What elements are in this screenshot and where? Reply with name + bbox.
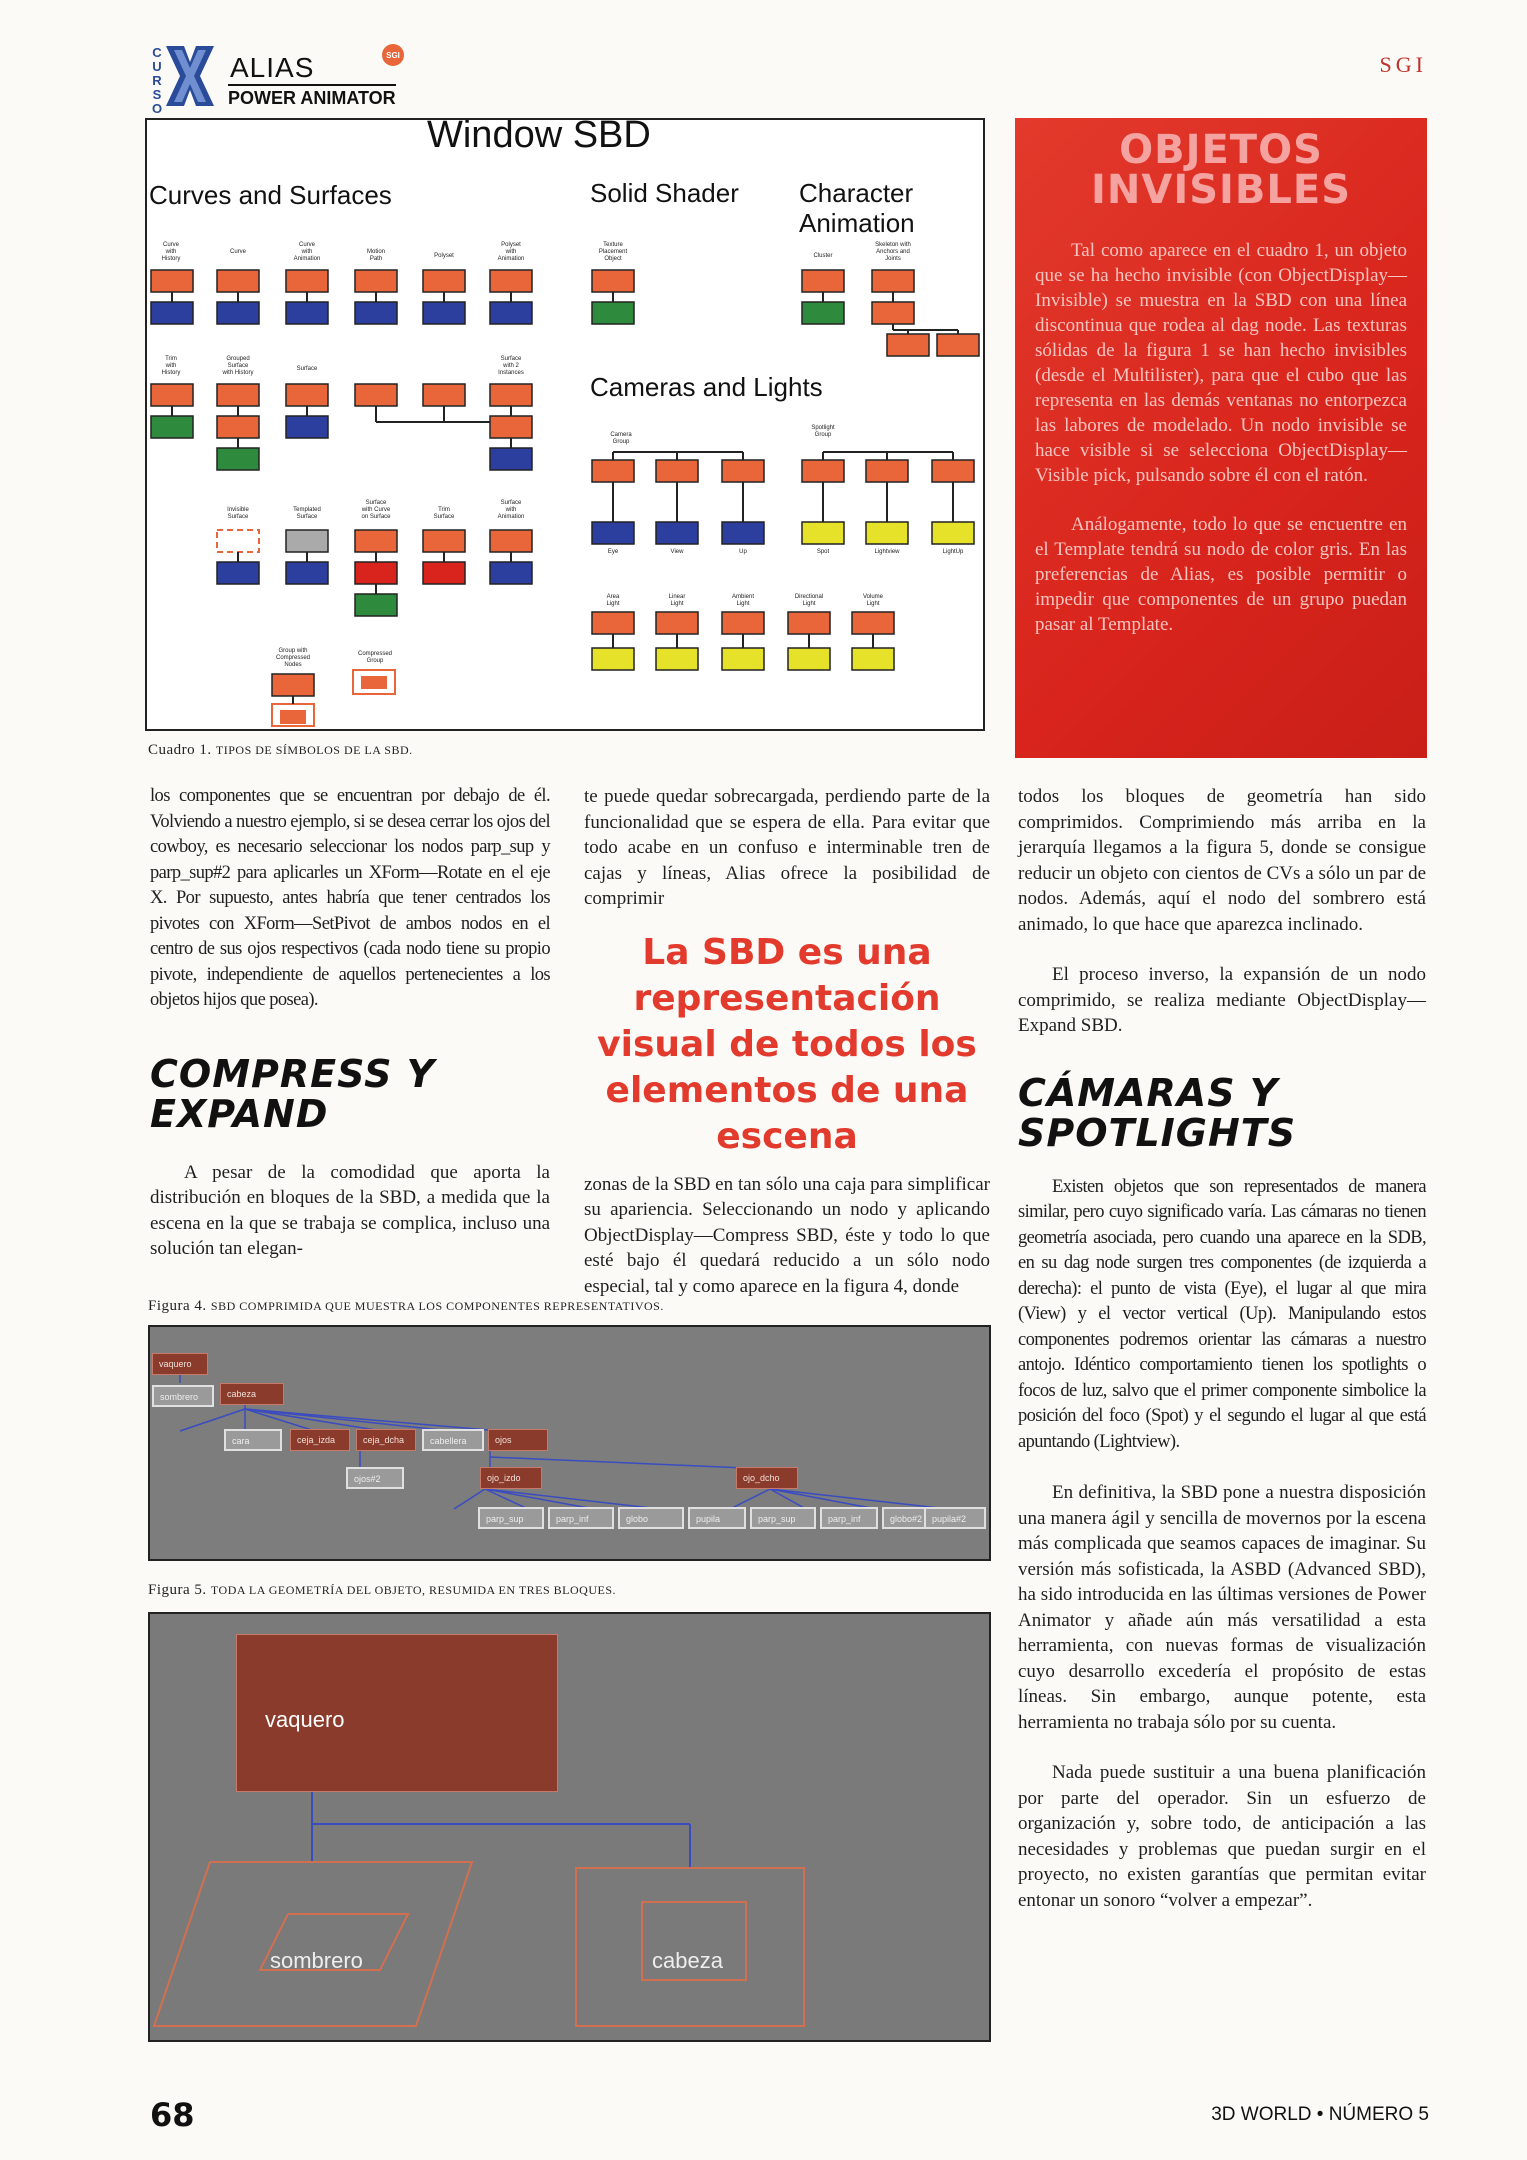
sbd-node: parp_sup [750, 1507, 816, 1529]
svg-text:Lightview: Lightview [874, 549, 900, 555]
sbd-node: pupila [688, 1507, 746, 1529]
figure-4-caption [148, 1298, 664, 1315]
sbd-node: sombrero [152, 1385, 214, 1407]
sbd-node: pupila#2 [924, 1507, 986, 1529]
svg-text:Surface: Surface [227, 363, 249, 369]
vaquero-label: vaquero [265, 1707, 345, 1732]
body-paragraph: zonas de la SBD en tan sólo una caja para simplificar su apariencia. Seleccionando un nodo y aplicando ObjectDisplay—Compress SBD, éste y todo lo que esté bajo él quedará reducido a un sólo nodo especial, tal y como aparece en la figura 4, donde [584, 1173, 990, 1297]
svg-text:Volume: Volume [862, 594, 884, 600]
svg-text:with: with [165, 249, 177, 255]
svg-text:Joints: Joints [885, 256, 901, 262]
body-paragraph: los componentes que se encuentran por debajo de él. Volviendo a nuestro ejemplo, si se desea cerrar los ojos del cowboy, es necesario seleccionar los nodos parp_sup y parp_sup#2 para aplicarles un XForm—Rotate en el eje X. Por supuesto, antes habría que tener centrados los pivotes con XForm—SetPivot de ambos nodos en el centro de sus ojos respectivos (cada nodo tiene su propio pivote, independiente de aquellos pertenecientes a los objetos hijos que posea). [150, 786, 550, 1010]
svg-text:Surface: Surface [227, 514, 249, 520]
svg-text:History: History [161, 256, 181, 262]
logo-curso-letter: R [152, 73, 162, 88]
figure-4-compressed-sbd [148, 1325, 991, 1561]
sbd-node: globo [618, 1507, 684, 1529]
logo-curso-letter: U [152, 59, 162, 74]
svg-text:Cluster: Cluster [813, 253, 833, 259]
svg-text:Curve: Curve [162, 242, 180, 248]
sidebar-title [1035, 127, 1407, 213]
text-column-2 [584, 784, 990, 1299]
svg-text:Animation: Animation [293, 256, 321, 262]
page-number: 68 [150, 2096, 195, 2134]
figure-1-caption [148, 742, 413, 759]
svg-text:Group: Group [366, 658, 384, 664]
section-curves-surfaces: Curves and Surfaces [149, 180, 392, 210]
heading-line: EXPAND [150, 1091, 329, 1136]
sbd-node: ojo_dcho [736, 1467, 798, 1489]
body-paragraph: El proceso inverso, la expansión de un nodo comprimido, se realiza mediante ObjectDisplay—Expand SBD. [1018, 964, 1426, 1036]
pull-quote: La SBD es una representación visual de todos los elementos de una escena [597, 931, 977, 1157]
section-cameras-lights: Cameras and Lights [590, 372, 823, 402]
caption-prefix: Cuadro 1. [148, 742, 212, 758]
svg-text:Path: Path [369, 256, 383, 262]
caption-text: SBD COMPRIMIDA QUE MUESTRA LOS COMPONENTES REPRESENTATIVOS. [210, 1299, 664, 1313]
svg-text:on Surface: on Surface [361, 514, 391, 520]
caption-text: TODA LA GEOMETRÍA DEL OBJETO, RESUMIDA EN TRES BLOQUES. [210, 1583, 616, 1597]
svg-text:Surface: Surface [296, 514, 318, 520]
svg-text:with: with [301, 249, 313, 255]
svg-text:Curve: Curve [229, 249, 247, 255]
body-paragraph: En definitiva, la SBD pone a nuestra disposición una manera ágil y sencilla de movernos por la escena más complicada que seamos capaces de imaginar. Su versión más sofisticada, la ASBD (Advanced SBD), ha sido introducida en las últimas versiones de Power Animator y añade aún más versatilidad a esta herramienta, con nuevas formas de visualización cuyo desarrollo excedería el propósito de estas líneas. Sin embargo, aunque potente, esta herramienta no trabaja sólo por su cuenta. [1018, 1482, 1426, 1733]
svg-text:Group: Group [612, 439, 630, 445]
section-character-animation: Character Animation [799, 178, 915, 238]
heading-line: SPOTLIGHTS [1018, 1110, 1297, 1155]
svg-text:with 2: with 2 [503, 363, 519, 369]
svg-text:Texture: Texture [603, 242, 623, 248]
svg-text:Camera: Camera [610, 432, 632, 438]
body-paragraph: te puede quedar sobrecargada, perdiendo parte de la funcionalidad que se espera de ella. Para evitar que todo acabe en un confuso e interminable tren de cajas y líneas, Alias ofrece la posibilidad de comprimir [584, 786, 990, 909]
svg-text:Animation: Animation [497, 514, 525, 520]
sbd-node: cabeza [220, 1383, 284, 1405]
logo-curso-letter: S [152, 87, 162, 102]
svg-text:Trim: Trim [438, 507, 450, 513]
sidebar-objetos-invisibles [1015, 118, 1427, 758]
svg-text:Light: Light [670, 601, 684, 607]
cabeza-label: cabeza [652, 1948, 723, 1973]
svg-text:Polyset: Polyset [501, 242, 521, 248]
figure-1-window-sbd [145, 118, 985, 731]
svg-text:Linear: Linear [668, 594, 686, 600]
svg-text:with: with [505, 249, 517, 255]
svg-text:Surface: Surface [500, 356, 522, 362]
sbd-node: globo#2 [882, 1507, 944, 1529]
figure-5-caption [148, 1582, 616, 1599]
svg-text:with: with [505, 507, 517, 513]
svg-text:Light: Light [802, 601, 816, 607]
sbd-node: ojo_izdo [480, 1467, 542, 1489]
svg-text:Instances: Instances [498, 370, 524, 376]
sidebar-paragraph: Análogamente, todo lo que se encuentre en el Template tendrá su nodo de color gris. En las preferencias de Alias, es posible permitir o impedir que componentes de un grupo puedan pasar al Template. [1035, 514, 1407, 635]
svg-text:Spot: Spot [816, 549, 830, 555]
sidebar-title-line: INVISIBLES [1091, 167, 1351, 213]
text-column-1 [150, 784, 550, 1262]
logo-sgi-badge: SGI [382, 44, 404, 66]
svg-text:with: with [165, 363, 177, 369]
svg-text:LightUp: LightUp [942, 549, 964, 555]
section-solid-shader: Solid Shader [590, 178, 739, 208]
svg-text:Surface: Surface [296, 366, 318, 372]
svg-text:Motion: Motion [366, 249, 386, 255]
body-paragraph: todos los bloques de geometría han sido comprimidos. Comprimiendo más arriba en la jerarquía llegamos a la figura 5, donde se consigue reducir un objeto con cientos de CVs a sólo un par de nodos. Además, aquí el nodo del sombrero está animado, lo que hace que aparezca inclinado. [1018, 786, 1426, 935]
sbd-node: parp_sup [478, 1507, 544, 1529]
svg-text:Light: Light [736, 601, 750, 607]
sombrero-label: sombrero [270, 1948, 363, 1973]
svg-text:Templated: Templated [293, 507, 321, 513]
caption-text: TIPOS DE SÍMBOLOS DE LA SBD. [215, 743, 413, 757]
svg-text:Light: Light [866, 601, 880, 607]
sbd-node: parp_inf [820, 1507, 878, 1529]
svg-text:Eye: Eye [607, 549, 619, 555]
sbd-node: ojos [488, 1429, 548, 1451]
svg-text:Compressed: Compressed [357, 651, 393, 657]
svg-text:Polyset: Polyset [434, 253, 454, 259]
caption-prefix: Figura 4. [148, 1298, 207, 1314]
svg-text:Trim: Trim [165, 356, 177, 362]
sidebar-title-line: OBJETOS [1119, 127, 1323, 173]
svg-text:Ambient: Ambient [731, 594, 755, 600]
svg-text:Placement: Placement [598, 249, 628, 255]
section-heading-camaras-spotlights [1018, 1070, 1426, 1155]
figure-5-three-blocks [148, 1612, 991, 2042]
body-paragraph: A pesar de la comodidad que aporta la distribución en bloques de la SBD, a medida que la escena en la que se trabaja se complica, incluso una solución tan elegan- [150, 1161, 550, 1259]
svg-text:Group: Group [814, 432, 832, 438]
sbd-node: ojos#2 [346, 1467, 404, 1489]
logo-curso-letter: O [151, 101, 163, 116]
sbd-node: cara [224, 1429, 282, 1451]
sbd-node: ceja_izda [290, 1429, 350, 1451]
logo-curso-letter: C [152, 45, 162, 60]
logo-alias: ALIAS [230, 52, 315, 83]
logo-cross-icon [160, 42, 220, 110]
vaquero-node [236, 1634, 558, 1792]
svg-text:View: View [670, 549, 684, 555]
svg-text:Up: Up [739, 549, 747, 555]
svg-text:Compressed: Compressed [275, 655, 311, 661]
svg-text:Anchors and: Anchors and [876, 249, 910, 255]
svg-text:Area: Area [606, 594, 620, 600]
svg-text:Directional: Directional [794, 594, 824, 600]
svg-text:Nodes: Nodes [284, 662, 302, 668]
svg-text:with History: with History [222, 370, 254, 376]
section-label: SGI [1379, 52, 1427, 77]
svg-text:Object: Object [604, 256, 622, 262]
body-paragraph: Nada puede sustituir a una buena planificación por parte del operador. Sin un esfuerzo de organización y, sobre todo, de anticipación a las necesidades y problemas que puedan surgir en el proyecto, no existen garantías que permitan evitar entonar un sonoro “volver a empezar”. [1018, 1762, 1426, 1911]
sbd-node: vaquero [152, 1353, 208, 1375]
svg-text:Spotlight: Spotlight [811, 425, 835, 431]
svg-text:with Curve: with Curve [361, 507, 391, 513]
sbd-node: ceja_dcha [356, 1429, 416, 1451]
heading-line: CÁMARAS Y [1018, 1070, 1279, 1115]
sbd-node: cabellera [422, 1429, 484, 1451]
svg-text:Animation: Animation [497, 256, 525, 262]
alias-logo [150, 42, 410, 116]
sbd-node: parp_inf [548, 1507, 614, 1529]
figure-1-title: Window SBD [427, 118, 651, 156]
body-paragraph: Existen objetos que son representados de manera similar, pero cuyo significado varía. Las cámaras no tienen geometría asociada, pero cuando una aparece en la SDB, en su dag node surgen tres componentes (de izquierda a derecha): el punto de vista (Eye), el lugar al que mira (View) y el vector vertical (Up). Manipulando estos componentes podremos orientar las cámaras a nuestro antojo. Idéntico comportamiento tienen los spotlights o focos de luz, salvo que el primer componente simbolice la posición del foco (Spot) y el segundo el lugar al que está apuntando (Lightview). [1018, 1176, 1426, 1452]
magazine-footer: 3D WORLD • NÚMERO 5 [1211, 2104, 1429, 2125]
svg-text:Grouped: Grouped [226, 356, 250, 362]
svg-text:Light: Light [606, 601, 620, 607]
svg-text:Surface: Surface [365, 500, 387, 506]
text-column-3 [1018, 784, 1426, 1913]
svg-text:History: History [161, 370, 181, 376]
caption-prefix: Figura 5. [148, 1582, 207, 1598]
svg-text:Skeleton with: Skeleton with [875, 242, 911, 248]
svg-text:Group with: Group with [278, 648, 308, 654]
sidebar-paragraph: Tal como aparece en el cuadro 1, un objeto que se ha hecho invisible (con ObjectDisplay—Invisible) se muestra en la SBD con una línea discontinua que rodea al dag node. Las texturas sólidas de la figura 1 se han hecho invisibles (desde el Multilister), para que el cubo que las representa en las demás ventanas no entorpezca las labores de modelado. Un nodo invisible se hace visible si se selecciona ObjectDisplay—Visible pick, pulsando sobre él con el ratón. [1035, 240, 1407, 486]
heading-line: COMPRESS Y [150, 1051, 436, 1096]
section-heading-compress-expand [150, 1051, 550, 1136]
svg-text:Surface: Surface [500, 500, 522, 506]
logo-product: POWER ANIMATOR [228, 84, 396, 109]
svg-text:Invisible: Invisible [227, 507, 249, 513]
svg-text:Curve: Curve [298, 242, 316, 248]
svg-text:Surface: Surface [433, 514, 455, 520]
